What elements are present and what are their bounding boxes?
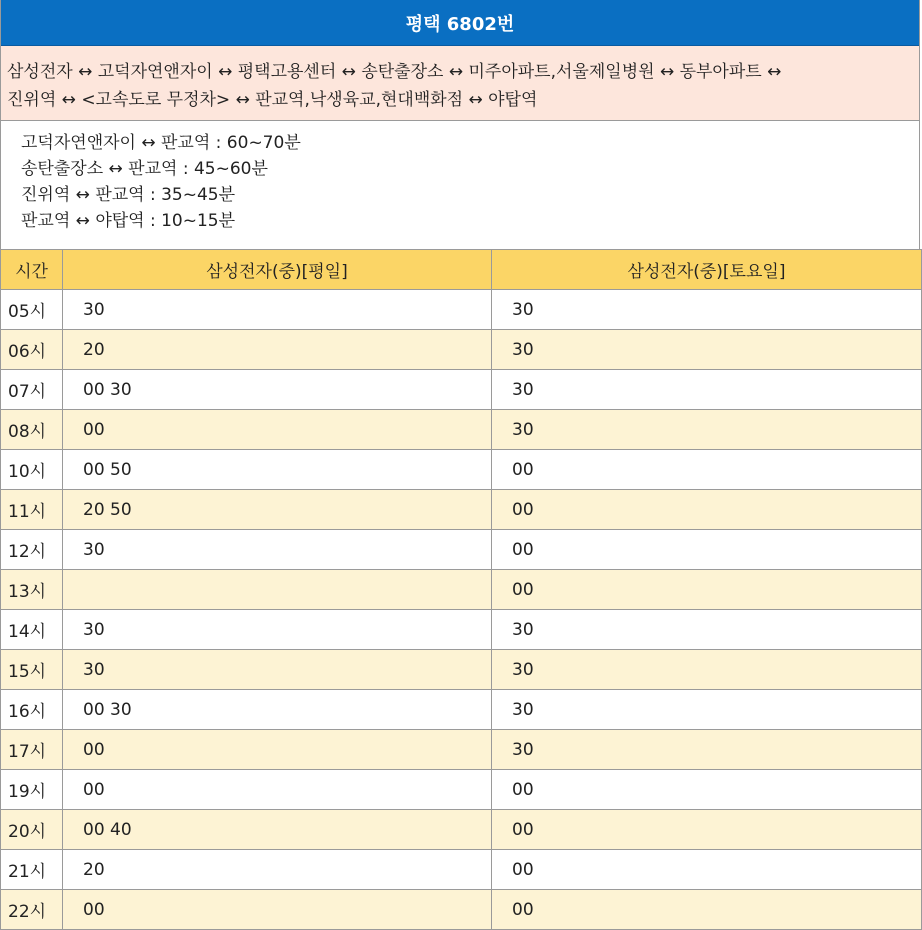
travel-time-item: 진위역 ↔ 판교역 : 35~45분 bbox=[21, 185, 236, 205]
saturday-times-cell: 30 bbox=[492, 730, 922, 770]
hour-cell: 07시 bbox=[1, 370, 63, 410]
schedule-table bbox=[0, 249, 922, 930]
hour-cell: 08시 bbox=[1, 410, 63, 450]
saturday-times-cell: 30 bbox=[492, 330, 922, 370]
weekday-times-cell: 30 bbox=[63, 650, 492, 690]
travel-time-item: 판교역 ↔ 야탑역 : 10~15분 bbox=[21, 211, 236, 231]
table-row bbox=[1, 610, 922, 650]
route-line: 진위역 ↔ <고속도로 무정차> ↔ 판교역,낙생육교,현대백화점 ↔ 야탑역 bbox=[7, 90, 538, 110]
saturday-times-cell: 00 bbox=[492, 570, 922, 610]
table-row bbox=[1, 330, 922, 370]
route-line: 삼성전자 ↔ 고덕자연앤자이 ↔ 평택고용센터 ↔ 송탄출장소 ↔ 미주아파트,서울제일병원 ↔ 동부아파트 ↔ bbox=[7, 62, 782, 82]
hour-cell: 13시 bbox=[1, 570, 63, 610]
hour-cell: 10시 bbox=[1, 450, 63, 490]
page-title: 평택 6802번 bbox=[1, 0, 919, 46]
saturday-times-cell: 30 bbox=[492, 650, 922, 690]
table-row bbox=[1, 290, 922, 330]
saturday-times-cell: 00 bbox=[492, 450, 922, 490]
hour-cell: 19시 bbox=[1, 770, 63, 810]
table-header-row bbox=[1, 250, 922, 290]
table-row bbox=[1, 370, 922, 410]
travel-time-item: 송탄출장소 ↔ 판교역 : 45~60분 bbox=[21, 159, 268, 179]
hour-cell: 20시 bbox=[1, 810, 63, 850]
column-header-hour: 시간 bbox=[1, 250, 63, 290]
weekday-times-cell bbox=[63, 570, 492, 610]
table-row bbox=[1, 450, 922, 490]
weekday-times-cell: 30 bbox=[63, 290, 492, 330]
column-header-saturday: 삼성전자(중)[토요일] bbox=[492, 250, 922, 290]
weekday-times-cell: 00 bbox=[63, 890, 492, 930]
weekday-times-cell: 30 bbox=[63, 610, 492, 650]
travel-time-item: 고덕자연앤자이 ↔ 판교역 : 60~70분 bbox=[21, 133, 301, 153]
schedule-body bbox=[1, 290, 922, 930]
table-row bbox=[1, 570, 922, 610]
weekday-times-cell: 00 30 bbox=[63, 370, 492, 410]
saturday-times-cell: 30 bbox=[492, 370, 922, 410]
table-row bbox=[1, 650, 922, 690]
saturday-times-cell: 30 bbox=[492, 690, 922, 730]
weekday-times-cell: 00 40 bbox=[63, 810, 492, 850]
table-row bbox=[1, 770, 922, 810]
travel-times bbox=[1, 121, 919, 249]
table-row bbox=[1, 530, 922, 570]
weekday-times-cell: 20 bbox=[63, 330, 492, 370]
table-row bbox=[1, 410, 922, 450]
hour-cell: 22시 bbox=[1, 890, 63, 930]
weekday-times-cell: 20 bbox=[63, 850, 492, 890]
weekday-times-cell: 00 bbox=[63, 730, 492, 770]
saturday-times-cell: 00 bbox=[492, 850, 922, 890]
hour-cell: 06시 bbox=[1, 330, 63, 370]
hour-cell: 14시 bbox=[1, 610, 63, 650]
table-row bbox=[1, 690, 922, 730]
saturday-times-cell: 00 bbox=[492, 810, 922, 850]
hour-cell: 15시 bbox=[1, 650, 63, 690]
weekday-times-cell: 30 bbox=[63, 530, 492, 570]
weekday-times-cell: 00 bbox=[63, 410, 492, 450]
saturday-times-cell: 30 bbox=[492, 290, 922, 330]
saturday-times-cell: 30 bbox=[492, 410, 922, 450]
weekday-times-cell: 20 50 bbox=[63, 490, 492, 530]
saturday-times-cell: 00 bbox=[492, 490, 922, 530]
table-row bbox=[1, 890, 922, 930]
hour-cell: 05시 bbox=[1, 290, 63, 330]
hour-cell: 12시 bbox=[1, 530, 63, 570]
weekday-times-cell: 00 50 bbox=[63, 450, 492, 490]
weekday-times-cell: 00 bbox=[63, 770, 492, 810]
table-row bbox=[1, 850, 922, 890]
hour-cell: 16시 bbox=[1, 690, 63, 730]
saturday-times-cell: 30 bbox=[492, 610, 922, 650]
table-row bbox=[1, 490, 922, 530]
saturday-times-cell: 00 bbox=[492, 890, 922, 930]
hour-cell: 21시 bbox=[1, 850, 63, 890]
column-header-weekday: 삼성전자(중)[평일] bbox=[63, 250, 492, 290]
hour-cell: 11시 bbox=[1, 490, 63, 530]
saturday-times-cell: 00 bbox=[492, 530, 922, 570]
hour-cell: 17시 bbox=[1, 730, 63, 770]
route-description bbox=[1, 46, 919, 121]
table-row bbox=[1, 730, 922, 770]
weekday-times-cell: 00 30 bbox=[63, 690, 492, 730]
saturday-times-cell: 00 bbox=[492, 770, 922, 810]
table-row bbox=[1, 810, 922, 850]
